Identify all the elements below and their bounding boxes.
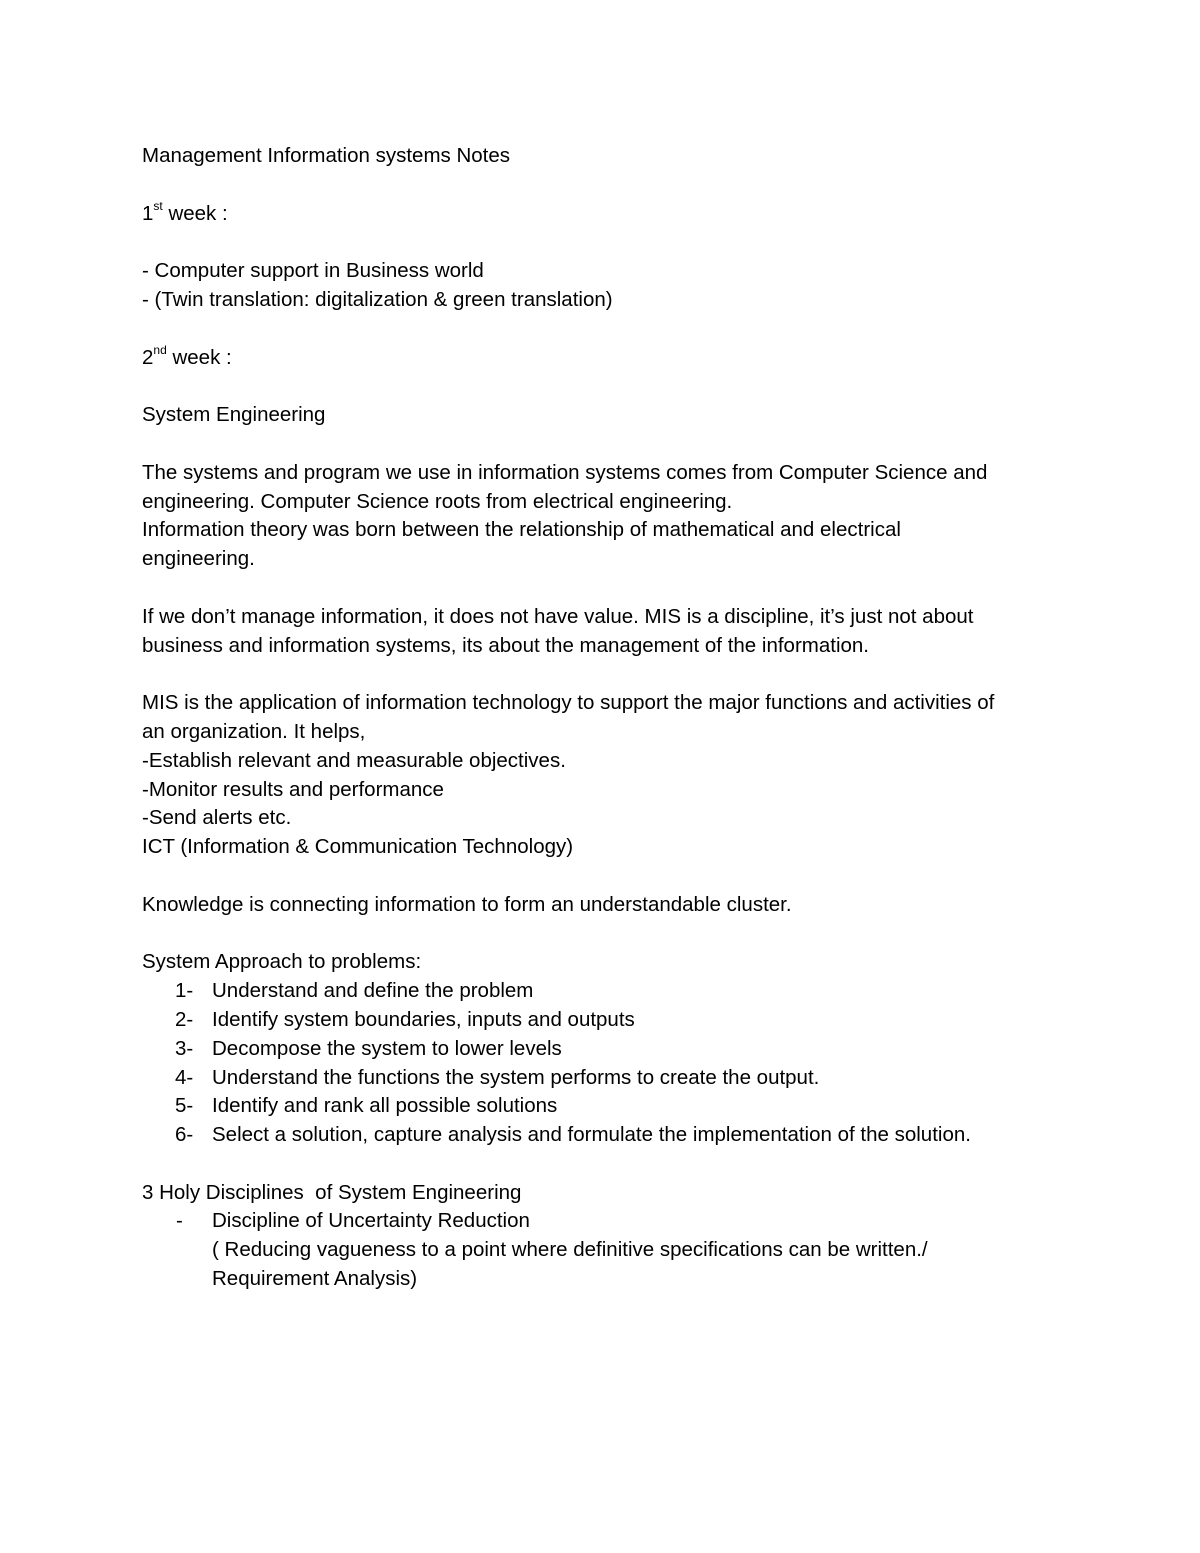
approach-heading: System Approach to problems: [142, 950, 422, 974]
list-marker: 5- [175, 1094, 194, 1118]
week-1-heading: 1st week : [142, 198, 228, 225]
spacer [142, 1150, 1072, 1179]
list-item-text: Select a solution, capture analysis and formulate the implementation of the solution. [212, 1123, 971, 1147]
paragraph-line: -Send alerts etc. [142, 806, 292, 830]
list-item [142, 1006, 1072, 1035]
list-item-detail: Requirement Analysis) [212, 1267, 418, 1291]
spacer [142, 660, 1072, 689]
list-marker: 3- [175, 1036, 194, 1060]
spacer [142, 228, 1072, 257]
list-item-text: Decompose the system to lower levels [212, 1036, 562, 1060]
paragraph-line: The systems and program we use in information systems comes from Computer Science and [142, 460, 988, 484]
paragraph-line: -Establish relevant and measurable objectives. [142, 748, 566, 772]
paragraph-line: ICT (Information & Communication Technology) [142, 835, 574, 859]
spacer [142, 862, 1072, 891]
week-2-heading: 2nd week : [142, 342, 232, 369]
list-item-text: Discipline of Uncertainty Reduction [212, 1209, 530, 1233]
list-item [142, 1092, 1072, 1121]
paragraph-line: business and information systems, its about the management of the information. [142, 633, 869, 657]
list-marker: 6- [175, 1123, 194, 1147]
week-1-item: - Computer support in Business world [142, 259, 484, 283]
list-item [142, 977, 1072, 1006]
list-item-text: Understand and define the problem [212, 979, 534, 1003]
list-item-text: Identify system boundaries, inputs and outputs [212, 1007, 635, 1031]
paragraph-line: Knowledge is connecting information to form an understandable cluster. [142, 892, 792, 916]
list-item [142, 1121, 1072, 1150]
paragraph-line: an organization. It helps, [142, 719, 366, 743]
document-title: Management Information systems Notes [142, 144, 511, 167]
list-item-text: Understand the functions the system performs to create the output. [212, 1065, 820, 1089]
spacer [142, 574, 1072, 603]
list-marker: - [176, 1209, 183, 1233]
list-marker: 2- [175, 1007, 194, 1031]
paragraph-line: If we don’t manage information, it does not have value. MIS is a discipline, it’s just not about [142, 604, 974, 628]
section-heading: System Engineering [142, 403, 326, 427]
disciplines-heading: 3 Holy Disciplines of System Engineering [142, 1180, 522, 1204]
spacer [142, 171, 1072, 200]
list-item [142, 1207, 1072, 1236]
paragraph-line: Information theory was born between the relationship of mathematical and electrical [142, 518, 901, 542]
spacer [142, 315, 1072, 344]
list-item [142, 1035, 1072, 1064]
week-1-item: - (Twin translation: digitalization & green translation) [142, 287, 613, 311]
paragraph-line: MIS is the application of information technology to support the major functions and activities of [142, 691, 995, 715]
list-marker: 1- [175, 979, 194, 1003]
paragraph-line: engineering. [142, 547, 255, 571]
list-marker: 4- [175, 1065, 194, 1089]
spacer [142, 920, 1072, 949]
list-item-detail: ( Reducing vagueness to a point where definitive specifications can be written./ [212, 1238, 928, 1262]
list-item-text: Identify and rank all possible solutions [212, 1094, 558, 1118]
spacer [142, 430, 1072, 459]
list-item [142, 1064, 1072, 1093]
spacer [142, 372, 1072, 401]
paragraph-line: -Monitor results and performance [142, 777, 444, 801]
paragraph-line: engineering. Computer Science roots from electrical engineering. [142, 489, 733, 513]
document-body [142, 142, 1072, 1294]
